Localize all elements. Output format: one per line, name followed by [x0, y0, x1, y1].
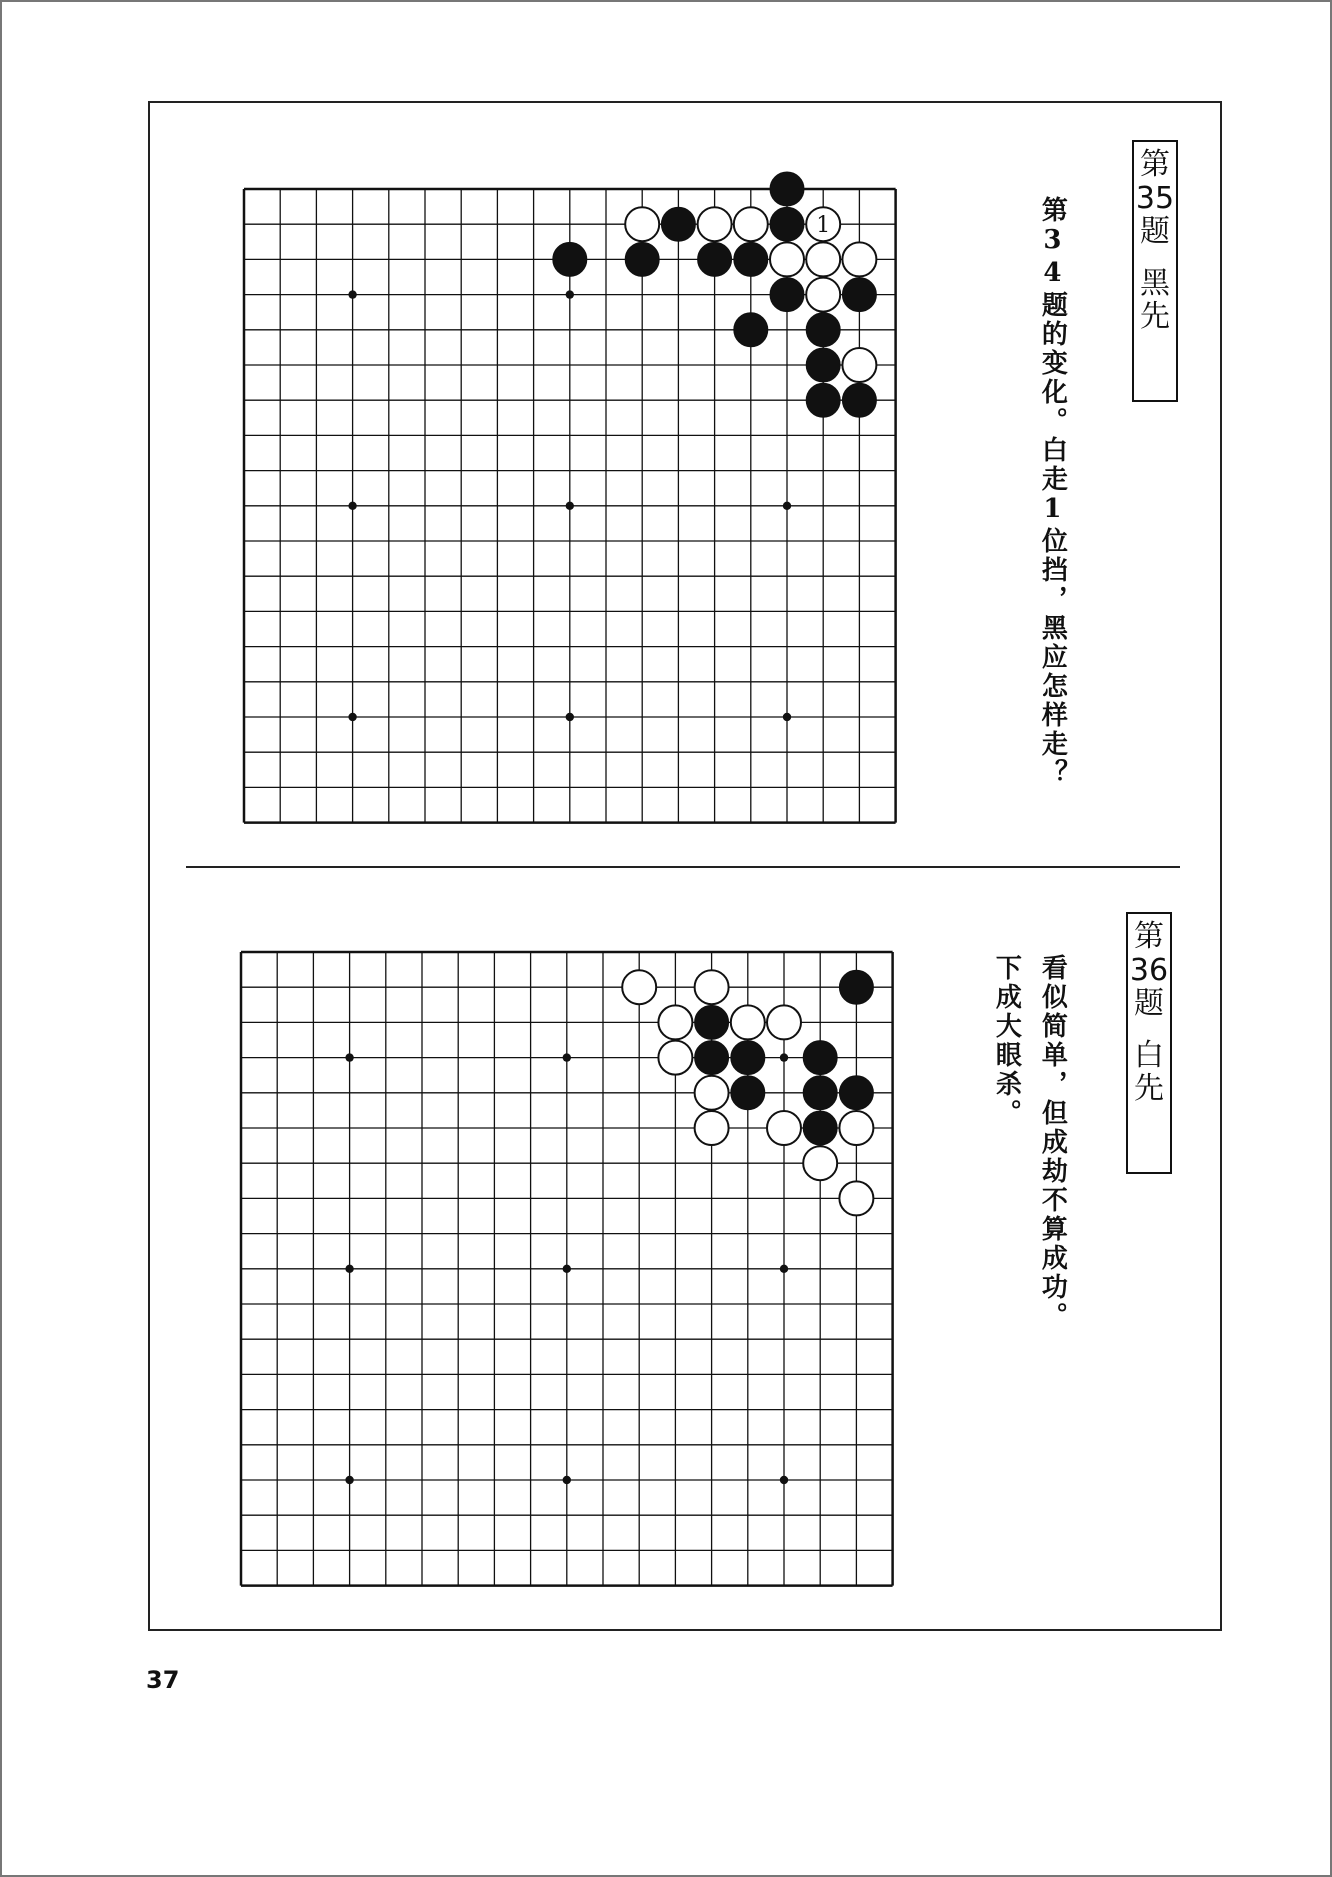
black-stone	[770, 278, 804, 312]
title-side: 黑	[1140, 265, 1170, 301]
star-point	[566, 290, 574, 298]
problem-36-description-line-2: 下成大眼杀。	[991, 954, 1022, 1128]
black-stone	[806, 383, 840, 417]
go-board-problem-36	[237, 948, 891, 1584]
title-side: 先	[1134, 1071, 1164, 1107]
white-stone	[695, 970, 729, 1004]
star-point	[348, 713, 356, 721]
white-stone	[658, 1005, 692, 1039]
title-char: 第	[1140, 147, 1170, 182]
problem-36-title	[1126, 912, 1172, 1174]
problem-36-description-line-1: 看似简单，但成劫不算成功。	[1037, 954, 1068, 1331]
black-stone	[806, 313, 840, 347]
white-stone	[658, 1041, 692, 1075]
black-stone	[806, 348, 840, 382]
black-stone	[770, 207, 804, 241]
black-stone	[839, 970, 873, 1004]
black-stone	[842, 278, 876, 312]
white-stone	[803, 1146, 837, 1180]
black-stone	[734, 242, 768, 276]
black-stone	[803, 1076, 837, 1110]
star-point	[566, 713, 574, 721]
white-stone	[770, 242, 804, 276]
white-stone	[625, 207, 659, 241]
move-number-label: 1	[816, 213, 831, 239]
star-point	[563, 1265, 571, 1273]
black-stone	[625, 242, 659, 276]
white-stone	[622, 970, 656, 1004]
title-side: 白	[1134, 1037, 1164, 1073]
white-stone	[842, 242, 876, 276]
black-stone	[803, 1041, 837, 1075]
black-stone	[734, 313, 768, 347]
black-stone	[698, 242, 732, 276]
white-stone	[842, 348, 876, 382]
title-char: 第	[1134, 919, 1164, 954]
black-stone	[695, 1005, 729, 1039]
black-stone	[661, 207, 695, 241]
title-char: 题	[1134, 986, 1164, 1022]
black-stone	[770, 172, 804, 206]
star-point	[783, 502, 791, 510]
white-stone	[767, 1111, 801, 1145]
title-side: 先	[1140, 299, 1170, 335]
white-stone	[806, 242, 840, 276]
star-point	[780, 1053, 788, 1061]
problem-35-description: 第34题的变化。白走1位挡，黑应怎样走？	[1037, 196, 1068, 788]
white-stone	[695, 1076, 729, 1110]
star-point	[345, 1476, 353, 1484]
star-point	[348, 290, 356, 298]
black-stone	[839, 1076, 873, 1110]
star-point	[348, 502, 356, 510]
black-stone	[842, 383, 876, 417]
go-board-problem-35	[240, 185, 894, 821]
white-stone	[698, 207, 732, 241]
title-number: 36	[1129, 952, 1169, 988]
star-point	[345, 1053, 353, 1061]
star-point	[566, 502, 574, 510]
title-number: 35	[1135, 180, 1175, 216]
black-stone	[553, 242, 587, 276]
black-stone	[695, 1041, 729, 1075]
star-point	[563, 1476, 571, 1484]
white-stone	[839, 1181, 873, 1215]
white-stone	[767, 1005, 801, 1039]
section-divider	[186, 866, 1180, 868]
white-stone	[734, 207, 768, 241]
star-point	[563, 1053, 571, 1061]
star-point	[783, 713, 791, 721]
white-stone	[731, 1005, 765, 1039]
problem-35-title	[1132, 140, 1178, 402]
black-stone	[731, 1041, 765, 1075]
star-point	[780, 1265, 788, 1273]
white-stone	[839, 1111, 873, 1145]
white-stone	[695, 1111, 729, 1145]
black-stone	[803, 1111, 837, 1145]
page-number: 37	[146, 1666, 180, 1694]
black-stone	[731, 1076, 765, 1110]
star-point	[780, 1476, 788, 1484]
star-point	[345, 1265, 353, 1273]
title-char: 题	[1140, 214, 1170, 250]
white-stone	[806, 278, 840, 312]
